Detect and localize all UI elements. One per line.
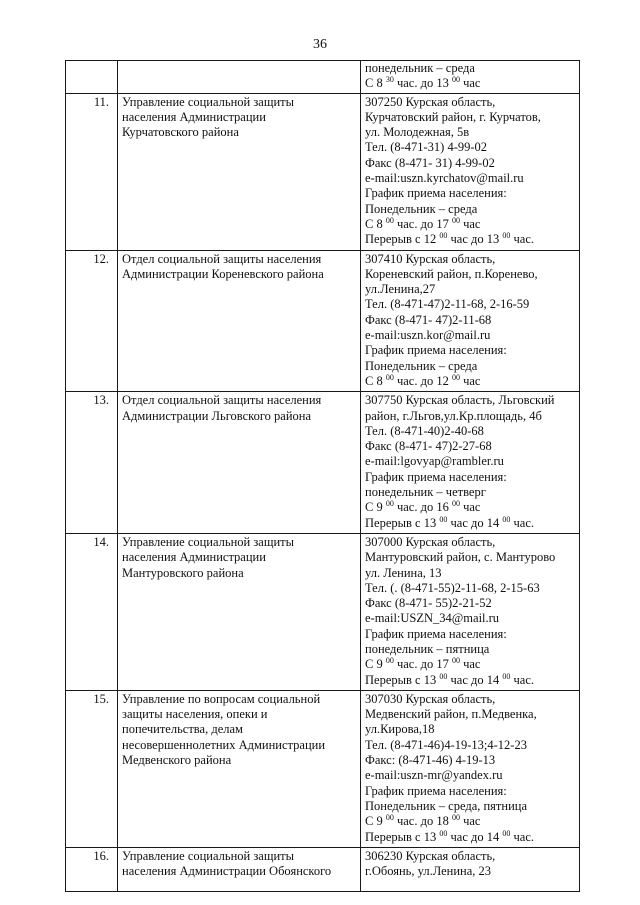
contact-line: Курчатовский район, г. Курчатов, [365, 109, 541, 124]
organization-name-line: населения Администрации Обоянского [122, 864, 332, 879]
time-superscript: 00 [502, 671, 511, 681]
organization-name-line: Управление по вопросам социальной [122, 691, 321, 706]
table-row [66, 533, 580, 690]
contact-line: График приема населения: [365, 626, 507, 641]
time-superscript: 00 [451, 813, 460, 823]
contact-line [365, 814, 575, 829]
row-name-cell [118, 93, 361, 250]
time-superscript: 00 [439, 514, 448, 524]
contact-line: Тел. (. (8-471-55)2-11-68, 2-15-63 [365, 580, 540, 595]
organization-name-line: Отдел социальной защиты населения [122, 393, 322, 408]
text-fragment: час [459, 500, 481, 515]
time-superscript: 00 [385, 656, 394, 666]
contact-line: понедельник – среда [365, 61, 475, 75]
contact-line: Мантуровский район, с. Мантурово [365, 550, 556, 565]
time-superscript: 00 [502, 828, 511, 838]
contact-line [365, 217, 575, 232]
text-fragment: С 9 [365, 814, 386, 829]
time-superscript: 00 [439, 231, 448, 241]
contact-line [365, 830, 575, 845]
contact-line: 307250 Курская область, [365, 94, 496, 109]
row-contact-cell [361, 847, 580, 892]
row-contact-cell [361, 533, 580, 690]
text-fragment: час [459, 216, 481, 231]
row-contact-cell [361, 392, 580, 534]
text-fragment: час. до 16 [393, 500, 452, 515]
text-fragment: час [459, 657, 481, 672]
contact-line: ул.Ленина,27 [365, 282, 436, 297]
contact-line: Медвенский район, п.Медвенка, [365, 707, 537, 722]
text-fragment: С 9 [365, 500, 386, 515]
social-protection-offices-table [65, 60, 580, 892]
text-fragment: С 9 [365, 657, 386, 672]
text-fragment: час до 14 [447, 515, 503, 530]
text-fragment: С 8 [365, 216, 386, 231]
organization-name-line: Курчатовского района [122, 125, 239, 140]
contact-line: 307030 Курская область, [365, 691, 496, 706]
organization-name-line: населения Администрации [122, 109, 266, 124]
organization-name-line: Управление социальной защиты [122, 534, 295, 549]
organization-name-line: Мантуровского района [122, 565, 244, 580]
text-fragment: час [459, 76, 481, 91]
contact-line [365, 232, 575, 247]
text-fragment: час [459, 373, 481, 388]
row-name-cell [118, 690, 361, 847]
contact-line: 307000 Курская область, [365, 534, 496, 549]
time-superscript: 00 [451, 656, 460, 666]
contact-line: e-mail:USZN_34@mail.ru [365, 611, 500, 626]
time-superscript: 00 [502, 231, 511, 241]
time-superscript: 00 [502, 514, 511, 524]
contact-line: понедельник – четверг [365, 485, 486, 500]
contact-line [365, 673, 575, 688]
contact-line: Тел. (8-471-31) 4-99-02 [365, 140, 488, 155]
contact-line: Факс (8-471- 47)2-27-68 [365, 439, 492, 454]
text-fragment: Перерыв с 13 [365, 672, 440, 687]
row-contact-cell [361, 250, 580, 392]
contact-line: Тел. (8-471-40)2-40-68 [365, 423, 484, 438]
text-fragment: час. [510, 232, 534, 247]
time-superscript: 00 [385, 372, 394, 382]
row-name-cell [118, 847, 361, 892]
text-fragment: час. [510, 515, 534, 530]
table-row [66, 847, 580, 892]
time-superscript: 00 [439, 828, 448, 838]
contact-line: 306230 Курская область, [365, 848, 496, 863]
text-fragment: час до 13 [447, 232, 503, 247]
contact-line [365, 657, 575, 672]
text-fragment: С 8 [365, 373, 386, 388]
organization-name-line: Управление социальной защиты [122, 848, 295, 863]
contact-line: Факс (8-471- 31) 4-99-02 [365, 155, 495, 170]
contact-line: График приема населения: [365, 343, 507, 358]
table-row-continued [66, 61, 580, 94]
contact-line: Понедельник – среда [365, 201, 478, 216]
contact-line: e-mail:uszn.kor@mail.ru [365, 328, 491, 343]
text-fragment: час. до 13 [393, 76, 452, 91]
text-fragment: час. [510, 672, 534, 687]
row-number-cell: 11. [66, 93, 118, 250]
contact-line: 307750 Курская область, Льговский [365, 393, 555, 408]
time-superscript: 00 [385, 813, 394, 823]
contact-line: e-mail:uszn-mr@yandex.ru [365, 768, 503, 783]
text-fragment: час. [510, 829, 534, 844]
contact-line: Кореневский район, п.Коренево, [365, 266, 538, 281]
text-fragment: час. до 17 [393, 657, 452, 672]
row-number-cell: 13. [66, 392, 118, 534]
organization-name-line: населения Администрации [122, 550, 266, 565]
table-row [66, 93, 580, 250]
row-name-cell [118, 250, 361, 392]
text-fragment: С 8 [365, 76, 386, 91]
table-row [66, 392, 580, 534]
organization-name-line: Администрации Льговского района [122, 408, 311, 423]
row-number-cell: 15. [66, 690, 118, 847]
contact-line: Факс (8-471- 55)2-21-52 [365, 596, 492, 611]
organization-name-line: попечительства, делам [122, 722, 243, 737]
time-superscript: 00 [451, 75, 460, 85]
page-number: 36 [313, 37, 327, 52]
contact-line: понедельник – пятница [365, 641, 490, 656]
organization-name-line: Медвенского района [122, 753, 232, 768]
contact-line: Факс: (8-471-46) 4-19-13 [365, 753, 496, 768]
time-superscript: 00 [451, 499, 460, 509]
text-fragment: Перерыв с 13 [365, 829, 440, 844]
organization-name-line: Управление социальной защиты [122, 94, 295, 109]
text-fragment: час. до 17 [393, 216, 452, 231]
text-fragment: час до 14 [447, 672, 503, 687]
contact-line: Тел. (8-471-47)2-11-68, 2-16-59 [365, 297, 530, 312]
text-fragment: час. до 12 [393, 373, 452, 388]
table-row [66, 690, 580, 847]
text-fragment: час до 14 [447, 829, 503, 844]
contact-line: Понедельник – среда, пятница [365, 798, 528, 813]
contact-line: e-mail:lgovyap@rambler.ru [365, 454, 504, 469]
contact-line: район, г.Льгов,ул.Кр.площадь, 4б [365, 408, 542, 423]
organization-name-line: Отдел социальной защиты населения [122, 251, 322, 266]
row-number-cell: 16. [66, 847, 118, 892]
table-body [66, 61, 580, 892]
row-name-cell [118, 533, 361, 690]
text-fragment: Перерыв с 12 [365, 232, 440, 247]
row-name-cell [118, 392, 361, 534]
contact-line: График приема населения: [365, 469, 507, 484]
row-contact-cell [361, 93, 580, 250]
text-fragment: Перерыв с 13 [365, 515, 440, 530]
contact-line: ул. Молодежная, 5в [365, 125, 470, 140]
contact-line: Тел. (8-471-46)4-19-13;4-12-23 [365, 737, 527, 752]
time-superscript: 00 [439, 671, 448, 681]
contact-line: г.Обоянь, ул.Ленина, 23 [365, 864, 492, 879]
contact-line [365, 76, 575, 91]
text-fragment: час [459, 814, 481, 829]
row-contact-cell [361, 690, 580, 847]
row-number-cell: 14. [66, 533, 118, 690]
contact-line: График приема населения: [365, 783, 507, 798]
organization-name-line: защиты населения, опеки и [122, 707, 268, 722]
contact-line: Понедельник – среда [365, 358, 478, 373]
row-number-cell: 12. [66, 250, 118, 392]
organization-name-line: Администрации Кореневского района [122, 266, 324, 281]
time-superscript: 30 [385, 75, 394, 85]
table-row [66, 250, 580, 392]
row-name-cell [118, 61, 361, 94]
time-superscript: 00 [385, 215, 394, 225]
contact-line [365, 374, 575, 389]
time-superscript: 00 [385, 499, 394, 509]
contact-line: Факс (8-471- 47)2-11-68 [365, 312, 492, 327]
contact-line [365, 500, 575, 515]
contact-line: ул. Ленина, 13 [365, 565, 442, 580]
text-fragment: час. до 18 [393, 814, 452, 829]
contact-line: ул.Кирова,18 [365, 722, 435, 737]
organization-name-line: несовершеннолетних Администрации [122, 737, 326, 752]
contact-line: 307410 Курская область, [365, 251, 496, 266]
row-contact-cell [361, 61, 580, 94]
contact-line: e-mail:uszn.kyrchatov@mail.ru [365, 171, 524, 186]
time-superscript: 00 [451, 215, 460, 225]
contact-line [365, 516, 575, 531]
time-superscript: 00 [451, 372, 460, 382]
contact-line: График приема населения: [365, 186, 507, 201]
row-number-cell [66, 61, 118, 94]
